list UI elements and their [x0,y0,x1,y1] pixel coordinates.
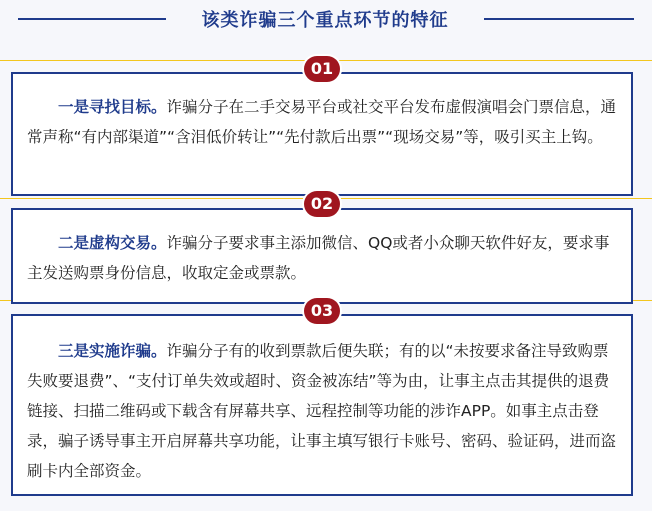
step-badge-2: 02 [304,191,340,217]
step-badge-3: 03 [304,298,340,324]
step-badge-1: 01 [304,56,340,82]
feature-text: 诈骗分子有的收到票款后便失联；有的以“未按要求备注导致购票失败要退费”、“支付订单失效或超时、资金被冻结”等为由，让事主点击其提供的退费链接、扫描二维码或下载含有屏幕共享、远程控制等功能的涉诈APP。如事主点击登录，骗子诱导事主开启屏幕共享功能，让事主填写银行卡账号、密码、验证码，进而盗刷卡内全部资金。 [27,342,617,480]
feature-text: 诈骗分子在二手交易平台或社交平台发布虚假演唱会门票信息，通常声称“有内部渠道”“含泪低价转让”“先付款后出票”“现场交易”等，吸引买主上钩。 [27,98,617,146]
feature-lead: 三是实施诈骗。 [58,342,167,360]
feature-text: 诈骗分子要求事主添加微信、QQ或者小众聊天软件好友，要求事主发送购票身份信息，收取定金或票款。 [27,234,610,282]
feature-lead: 二是虚构交易。 [58,234,167,252]
section-title: 该类诈骗三个重点环节的特征 [201,10,449,31]
feature-card-1 [11,72,633,196]
feature-lead: 一是寻找目标。 [58,98,167,116]
section-header [0,0,652,40]
header-rule-left [18,18,166,20]
feature-paragraph [27,92,617,152]
feature-paragraph [27,336,617,486]
feature-card-2 [11,208,633,304]
header-rule-right [484,18,634,20]
feature-paragraph [27,228,617,288]
feature-card-3 [11,314,633,496]
